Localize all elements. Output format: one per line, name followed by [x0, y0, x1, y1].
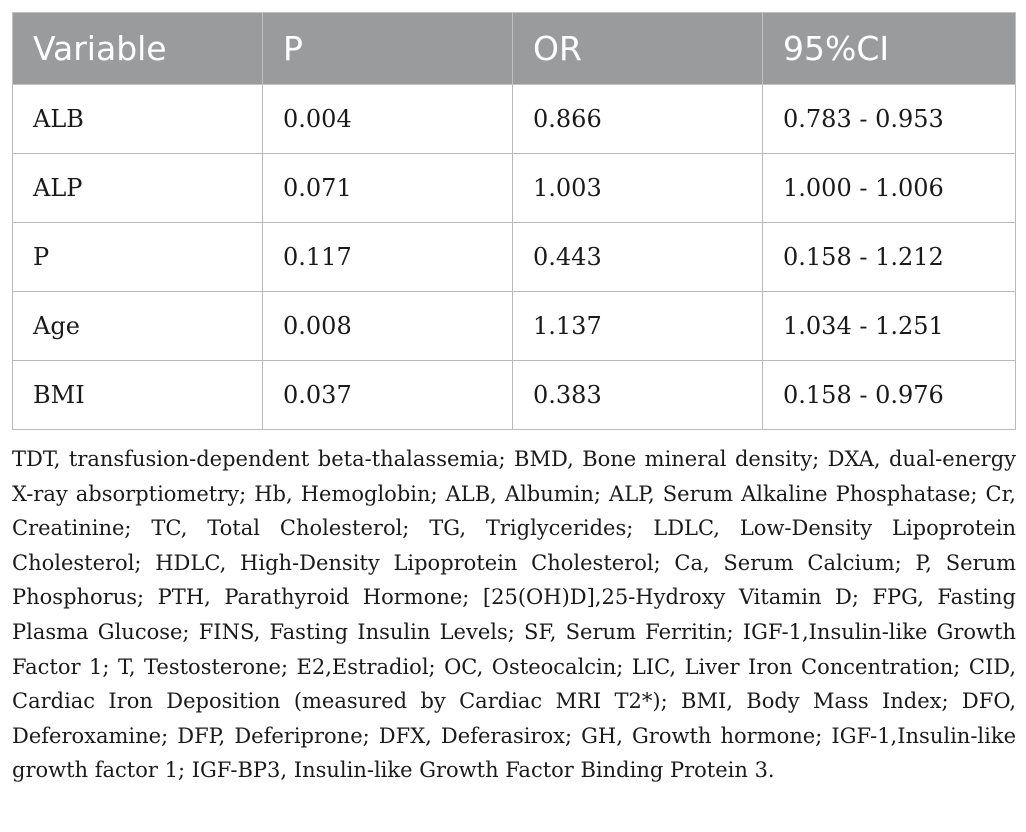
table-row — [13, 361, 1016, 430]
table-footnote: TDT, transfusion-dependent beta-thalassemia; BMD, Bone mineral density; DXA, dual-energy X-ray absorptiometry; Hb, Hemoglobin; ALB, Albumin; ALP, Serum Alkaline Phosphatase; Cr, Creatinine; TC, Total Cholesterol; TG, Triglycerides; LDLC, Low-Density Lipoprotein Cholesterol; HDLC, High-Density Lipoprotein Cholesterol; Ca, Serum Calcium; P, Serum Phosphorus; PTH, Parathyroid Hormone; [25(OH)D],25-Hydroxy Vitamin D; FPG, Fasting Plasma Glucose; FINS, Fasting Insulin Levels; SF, Serum Ferritin; IGF-1,Insulin-like Growth Factor 1; T, Testosterone; E2,Estradiol; OC, Osteocalcin; LIC, Liver Iron Concentration; CID, Cardiac Iron Deposition (measured by Cardiac MRI T2*); BMI, Body Mass Index; DFO, Deferoxamine; DFP, Deferiprone; DFX, Deferasirox; GH, Growth hormone; IGF-1,Insulin-like growth factor 1; IGF-BP3, Insulin-like Growth Factor Binding Protein 3. — [12, 447, 1016, 783]
cell-ci: 1.000 - 1.006 — [763, 154, 1016, 223]
cell-p: 0.071 — [263, 154, 513, 223]
cell-p: 0.117 — [263, 223, 513, 292]
table-header-row — [13, 13, 1016, 85]
results-table — [12, 12, 1016, 430]
cell-variable: ALB — [13, 85, 263, 154]
cell-p: 0.008 — [263, 292, 513, 361]
cell-ci: 0.783 - 0.953 — [763, 85, 1016, 154]
results-table-container — [12, 12, 1015, 430]
cell-or: 1.137 — [513, 292, 763, 361]
cell-or: 0.866 — [513, 85, 763, 154]
header-ci: 95%CI — [763, 13, 1016, 85]
header-p: P — [263, 13, 513, 85]
cell-variable: ALP — [13, 154, 263, 223]
cell-p: 0.037 — [263, 361, 513, 430]
cell-variable: P — [13, 223, 263, 292]
cell-or: 0.443 — [513, 223, 763, 292]
cell-ci: 1.034 - 1.251 — [763, 292, 1016, 361]
cell-ci: 0.158 - 0.976 — [763, 361, 1016, 430]
header-or: OR — [513, 13, 763, 85]
table-row — [13, 292, 1016, 361]
cell-or: 0.383 — [513, 361, 763, 430]
cell-or: 1.003 — [513, 154, 763, 223]
table-row — [13, 85, 1016, 154]
cell-p: 0.004 — [263, 85, 513, 154]
table-row — [13, 223, 1016, 292]
cell-ci: 0.158 - 1.212 — [763, 223, 1016, 292]
cell-variable: Age — [13, 292, 263, 361]
table-row — [13, 154, 1016, 223]
cell-variable: BMI — [13, 361, 263, 430]
header-variable: Variable — [13, 13, 263, 85]
